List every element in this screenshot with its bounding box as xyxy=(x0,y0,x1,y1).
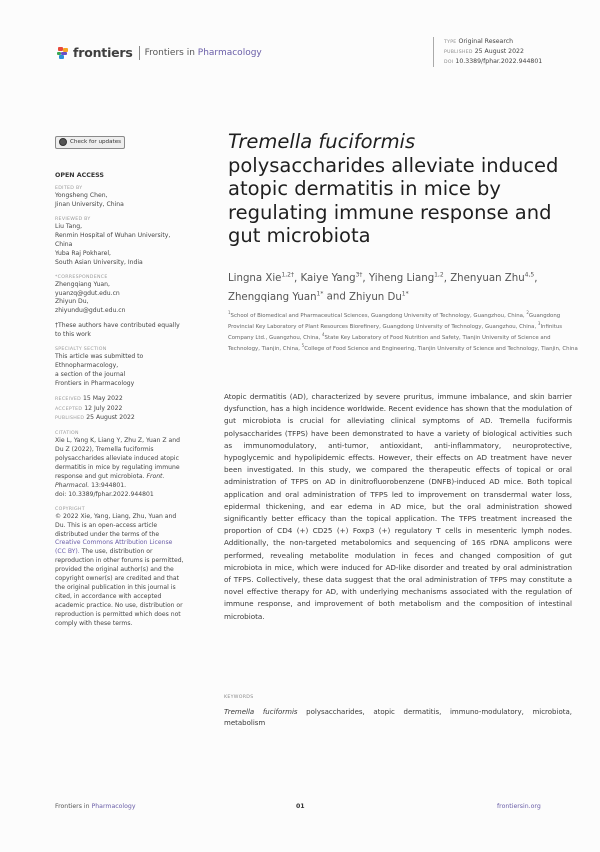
author[interactable]: Lingna Xie$^{1,2\dagger}$ xyxy=(228,272,294,285)
author[interactable]: Kaiye Yang$^{3\dagger}$ xyxy=(300,272,363,285)
crossmark-icon xyxy=(59,138,67,146)
author-list: Lingna Xie$^{1,2\dagger}$, Kaiye Yang$^{3\dagger}$, Yiheng Liang$^{1,2}$, Zhenyuan Zhu$^{4,5}$, Zhengqiang Yuan$^{1*}$ and Zhiyun $Du^{1*}$ xyxy=(228,272,538,303)
frontiers-logo[interactable] xyxy=(57,45,262,60)
edited-by-label: EDITED BY xyxy=(55,186,83,192)
citation-doi[interactable]: doi: 10.3389/fphar.2022.944801 xyxy=(55,490,154,498)
citation: Xie L, Yang K, Liang Y, Zhu Z, Yuan Z and Du Z (2022), Tremella fuciformis polysaccharides alleviate induced atopic dermatitis in mice by regulating immune response and gut microbiota. Front. Pharmacol. 13:944801. doi: 10.3389/fphar.2022.944801 xyxy=(55,437,185,499)
cc-by-license-link[interactable]: Creative Commons Attribution License (CC BY). xyxy=(55,539,173,556)
copyright: © 2022 Xie, Yang, Liang, Zhu, Yuan and Du. This is an open-access article distributed under the terms of the Creative Commons Attribution License (CC BY). The use, distribution or reproduction in other forums is permitted, provided the original author(s) and the copyright owner(s) are credited and that the original publication in this journal is cited, in accordance with accepted academic practice. No use, distribution or reproduction is permitted which does not comply with these terms. xyxy=(55,512,184,627)
published-date: PUBLISHED 25 August 2022 xyxy=(444,48,524,55)
page-number: 01 xyxy=(296,803,305,810)
dates xyxy=(55,395,185,425)
abstract: Atopic dermatitis (AD), characterized by severe pruritus, immune imbalance, and skin barrier dysfunction, has a high incidence worldwide. Recent evidence has shown that the modulation of gut microbiota is crucial for alleviating clinical symptoms of AD. Tremella fuciformis polysaccharides (TFPS) have been demonstrated to have a variety of biological activities such as immunomodulatory, anti-tumor, antioxidant, anti-inflammatory, neuroprotective, hypoglycemic and hypolipidemic effects. However, their effects on AD treatment have never been investigated. In this study, we compared the therapeutic effects of topical or oral administration of TFPS on AD in dinitrofluorobenzene (DNFB)-induced AD mice. Both topical application and oral administration of TFPS led to improvement on transdermal water loss, epidermal thickening, and ear edema in AD mice, but the oral administration showed significantly better efficacy than the topical application. The TFPS treatment increased the proportion of CD4 (+) CD25 (+) Foxp3 (+) regulatory T cells in mesenteric lymph nodes. Additionally, the non-targeted metabolomics and sequencing of 16S rDNA amplicons were performed, revealing metabolite modulation in feces and changed composition of gut microbiota in mice, which were induced for AD-like disorder and treated by oral administration of TFPS. Collectively, these data suggest that the oral administration of TFPS may constitute a novel effective therapy for AD, with underlying mechanisms associated with the regulation of immune response, and improvement of both metabolism and the composition of intestinal microbiota. xyxy=(224,392,572,621)
equal-contribution-note: †These authors have contributed equally to this work xyxy=(55,322,180,339)
correspondence: Zhengqiang Yuan, yuanzq@gdut.edu.cn Zhiyun Du, zhiyundu@gdut.edu.cn xyxy=(55,281,185,317)
published-date: PUBLISHED 25 August 2022 xyxy=(55,414,135,422)
keywords: Tremella fuciformis polysaccharides, atopic dermatitis, immuno-modulatory, microbiota, metabolism xyxy=(224,708,572,727)
editor: Yongsheng Chen, Jinan University, China xyxy=(55,192,124,209)
email-link[interactable]: yuanzq@gdut.edu.cn xyxy=(55,289,120,297)
citation-label: CITATION xyxy=(55,431,79,437)
author[interactable]: Zhenyuan Zhu$^{4,5}$ xyxy=(450,272,535,285)
doi[interactable]: DOI 10.3389/fphar.2022.944801 xyxy=(444,58,543,65)
check-for-updates-button[interactable]: Check for updates xyxy=(55,136,125,149)
footer-site-link[interactable]: frontiersin.org xyxy=(497,803,541,810)
accepted-date: ACCEPTED 12 July 2022 xyxy=(55,404,123,412)
frontiers-logo-icon xyxy=(57,47,69,59)
copyright-label: COPYRIGHT xyxy=(55,506,85,512)
article-title: Tremella fuciformis polysaccharides alleviate induced atopic dermatitis in mice by regulating immune response and gut microbiota xyxy=(228,130,559,248)
article-type: TYPE Original Research xyxy=(444,38,514,45)
specialty-section-label: SPECIALTY SECTION xyxy=(55,347,107,353)
email-link[interactable]: zhiyundu@gdut.edu.cn xyxy=(55,307,126,315)
reviewed-by-label: REVIEWED BY xyxy=(55,217,91,223)
author[interactable]: Zhiyun $Du^{1*}$ xyxy=(349,290,409,303)
reviewers: Liu Tang, Renmin Hospital of Wuhan University, China Yuba Raj Pokharel, South Asian University, India xyxy=(55,223,171,266)
received-date: RECEIVED 15 May 2022 xyxy=(55,394,123,402)
affiliations: $^1$School of Biomedical and Pharmaceutical Sciences, Guangdong University of Technology, Guangzhou, China, $^2$Guangdong Provincial Key Laboratory of Plant Resources Biorefinery, Guangdong University of Technology, Guangzhou, China, $^3$Infinitus Company Ltd., Guangzhou, China, $^4$State Key Laboratory of Food Nutrition and Safety, Tianjin University of Science and Technology, Tianjin, China, $^5$College of Food Science and Engineering, Tianjin University of Science and Technology, Tianjin, China xyxy=(228,310,578,353)
open-access-label: OPEN ACCESS xyxy=(55,172,104,180)
specialty-section: This article was submitted to Ethnopharmacology, a section of the journal Frontiers in Pharmacology xyxy=(55,353,144,387)
journal-title: Frontiers in Pharmacology xyxy=(144,47,262,58)
sidebar xyxy=(55,136,185,629)
keywords-label: KEYWORDS xyxy=(224,695,254,700)
article-meta xyxy=(433,37,542,67)
correspondence-label: *CORRESPONDENCE xyxy=(55,274,108,280)
brand-name: frontiers xyxy=(73,45,133,60)
author[interactable]: Zhengqiang Yuan$^{1*}$ xyxy=(228,290,324,303)
divider xyxy=(139,46,140,60)
footer-journal: Frontiers in Pharmacology xyxy=(55,803,136,810)
author[interactable]: Yiheng Liang$^{1,2}$ xyxy=(368,272,444,285)
